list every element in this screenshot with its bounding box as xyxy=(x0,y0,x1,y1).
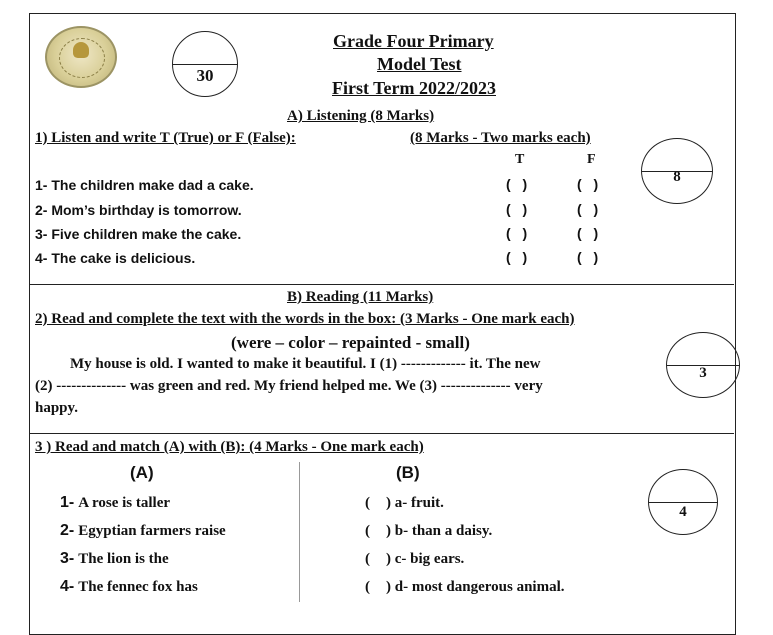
match-left-text: The fennec fox has xyxy=(78,579,198,595)
match-left-item-3 xyxy=(60,550,169,568)
section-b-score-value: 3 xyxy=(699,365,707,381)
tf-item-3-true-box[interactable]: ( ) xyxy=(506,225,532,241)
tf-item-2: 2- Mom’s birthday is tomorrow. xyxy=(35,202,242,218)
tf-item-1: 1- The children make dad a cake. xyxy=(35,177,254,193)
ministry-seal-logo xyxy=(45,26,117,88)
match-right-item-3[interactable] xyxy=(365,550,464,568)
match-right-text: ) b- than a daisy. xyxy=(386,523,493,539)
section-a-marks-note: (8 Marks - Two marks each) xyxy=(410,130,591,146)
word-box: (were – color – repainted - small) xyxy=(231,333,470,352)
match-right-item-4[interactable] xyxy=(365,578,565,596)
match-left-num: 3- xyxy=(60,550,75,567)
col-true-header: T xyxy=(515,152,525,167)
tf-item-1-true-box[interactable]: ( ) xyxy=(506,176,532,192)
match-left-num: 4- xyxy=(60,578,75,595)
col-false-header: F xyxy=(587,152,596,167)
match-left-item-4 xyxy=(60,578,198,596)
match-right-item-1[interactable] xyxy=(365,494,444,512)
match-left-text: The lion is the xyxy=(78,551,169,567)
section-a-score-circle xyxy=(641,138,713,204)
tf-item-2-false-box[interactable]: ( ) xyxy=(577,201,603,217)
section-c-score-circle xyxy=(648,469,718,535)
tf-item-3-false-box[interactable]: ( ) xyxy=(577,225,603,241)
match-left-item-2 xyxy=(60,522,226,540)
divider-b-c xyxy=(29,433,734,434)
match-answer-paren[interactable]: ( xyxy=(365,551,370,567)
divider-a-b xyxy=(29,284,734,285)
section-a-score-value: 8 xyxy=(673,169,681,185)
eagle-emblem-icon xyxy=(73,42,89,58)
match-left-item-1 xyxy=(60,494,170,512)
test-subtitle: Model Test xyxy=(377,54,462,74)
tf-item-4-true-box[interactable]: ( ) xyxy=(506,249,532,265)
match-left-text: Egyptian farmers raise xyxy=(78,523,226,539)
total-mark-divider xyxy=(173,64,237,65)
match-left-text: A rose is taller xyxy=(78,495,171,511)
match-right-text: ) a- fruit. xyxy=(386,495,444,511)
column-b-header: (B) xyxy=(396,463,420,482)
match-answer-paren[interactable]: ( xyxy=(365,523,370,539)
match-answer-paren[interactable]: ( xyxy=(365,579,370,595)
section-b-title: B) Reading (11 Marks) xyxy=(287,289,434,305)
match-right-text: ) c- big ears. xyxy=(386,551,465,567)
match-left-num: 1- xyxy=(60,494,75,511)
score-divider xyxy=(649,502,717,503)
section-a-title: A) Listening (8 Marks) xyxy=(287,108,435,124)
match-right-item-2[interactable] xyxy=(365,522,492,540)
tf-item-2-true-box[interactable]: ( ) xyxy=(506,201,532,217)
match-left-num: 2- xyxy=(60,522,75,539)
grade-title: Grade Four Primary xyxy=(333,31,494,51)
section-b-score-circle xyxy=(666,332,740,398)
tf-item-4: 4- The cake is delicious. xyxy=(35,250,196,266)
tf-item-1-false-box[interactable]: ( ) xyxy=(577,176,603,192)
reading-line-3: happy. xyxy=(35,400,78,416)
section-b-instruction: 2) Read and complete the text with the words in the box: (3 Marks - One mark each) xyxy=(35,311,575,327)
reading-line-2: (2) -------------- was green and red. My friend helped me. We (3) -------------- very xyxy=(35,378,543,394)
column-a-header: (A) xyxy=(130,463,154,482)
reading-line-1: My house is old. I wanted to make it beautiful. I (1) ------------- it. The new xyxy=(70,356,541,372)
section-a-instruction: 1) Listen and write T (True) or F (False): xyxy=(35,130,296,146)
term-title: First Term 2022/2023 xyxy=(332,78,496,98)
tf-item-3: 3- Five children make the cake. xyxy=(35,226,242,242)
match-right-text: ) d- most dangerous animal. xyxy=(386,579,565,595)
total-mark-value: 30 xyxy=(196,66,214,85)
total-mark-circle xyxy=(172,31,238,97)
match-column-divider xyxy=(299,462,300,602)
tf-item-4-false-box[interactable]: ( ) xyxy=(577,249,603,265)
match-answer-paren[interactable]: ( xyxy=(365,495,370,511)
section-c-score-value: 4 xyxy=(679,504,687,520)
section-c-instruction: 3 ) Read and match (A) with (B): (4 Marks - One mark each) xyxy=(35,439,424,455)
